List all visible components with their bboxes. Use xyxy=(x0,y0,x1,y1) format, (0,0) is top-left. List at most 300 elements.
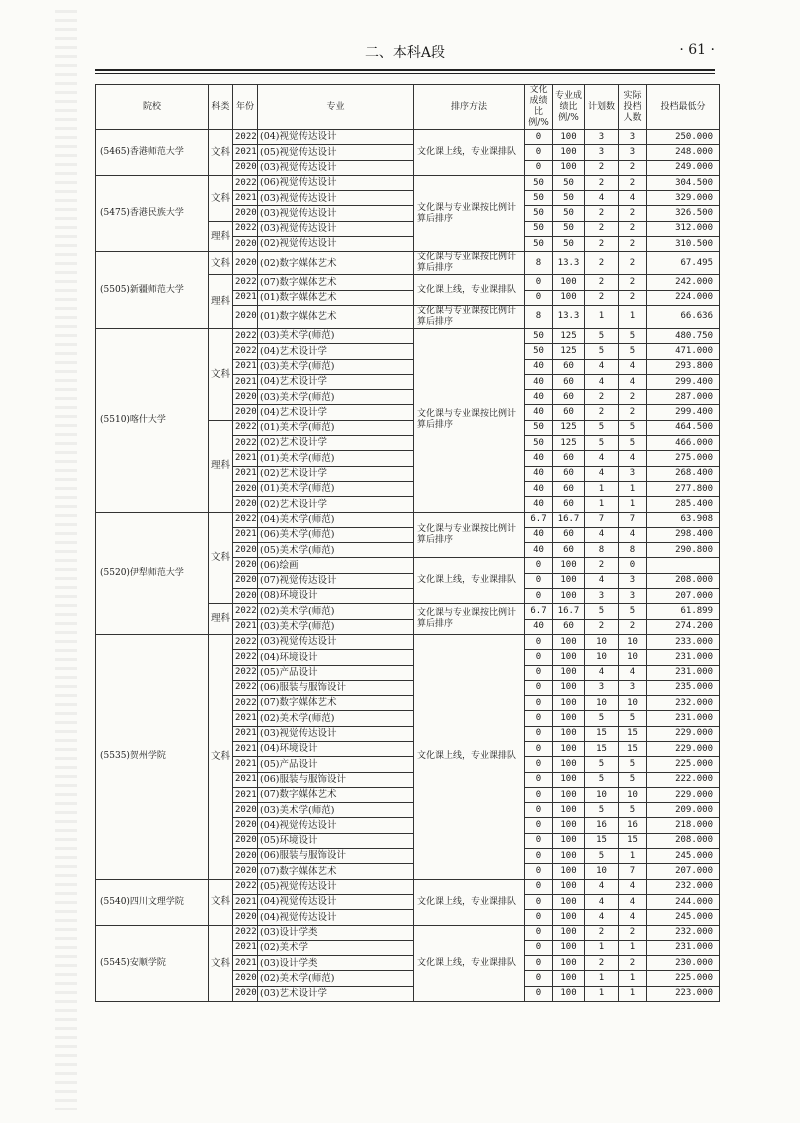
culture-ratio-cell: 0 xyxy=(525,940,553,955)
plan-count-cell: 5 xyxy=(585,344,619,359)
admitted-count-cell: 8 xyxy=(619,543,647,558)
major-cell: (04)环境设计 xyxy=(258,650,414,665)
plan-count-cell: 1 xyxy=(585,940,619,955)
min-score-cell: 218.000 xyxy=(647,818,720,833)
major-ratio-cell: 50 xyxy=(553,191,585,206)
culture-ratio-cell: 40 xyxy=(525,359,553,374)
admitted-count-cell: 4 xyxy=(619,527,647,542)
plan-count-cell: 5 xyxy=(585,711,619,726)
admitted-count-cell: 1 xyxy=(619,481,647,496)
culture-ratio-cell: 50 xyxy=(525,436,553,451)
min-score-cell: 275.000 xyxy=(647,451,720,466)
culture-ratio-cell: 0 xyxy=(525,680,553,695)
min-score-cell xyxy=(647,558,720,573)
plan-count-cell: 4 xyxy=(585,665,619,680)
sort-method-cell: 文化课上线，专业课排队 xyxy=(414,634,525,879)
year-cell: 2022 xyxy=(233,665,258,680)
major-cell: (02)艺术设计学 xyxy=(258,436,414,451)
min-score-cell: 208.000 xyxy=(647,833,720,848)
major-cell: (02)美术学 xyxy=(258,940,414,955)
major-ratio-cell: 125 xyxy=(553,420,585,435)
major-cell: (01)美术学(师范) xyxy=(258,420,414,435)
category-cell: 理科 xyxy=(209,604,233,635)
major-cell: (08)环境设计 xyxy=(258,589,414,604)
table-row xyxy=(96,925,720,940)
culture-ratio-cell: 8 xyxy=(525,305,553,328)
admitted-count-cell: 2 xyxy=(619,390,647,405)
major-ratio-cell: 100 xyxy=(553,275,585,290)
admitted-count-cell: 4 xyxy=(619,451,647,466)
major-ratio-cell: 100 xyxy=(553,130,585,145)
culture-ratio-cell: 50 xyxy=(525,344,553,359)
major-cell: (06)服装与服饰设计 xyxy=(258,849,414,864)
min-score-cell: 250.000 xyxy=(647,130,720,145)
category-cell: 文科 xyxy=(209,175,233,221)
table-header-row xyxy=(96,85,720,130)
major-ratio-cell: 100 xyxy=(553,650,585,665)
major-ratio-cell: 100 xyxy=(553,665,585,680)
category-cell: 文科 xyxy=(209,925,233,1001)
min-score-cell: 293.800 xyxy=(647,359,720,374)
admitted-count-cell: 4 xyxy=(619,191,647,206)
major-cell: (04)视觉传达设计 xyxy=(258,894,414,909)
culture-ratio-cell: 6.7 xyxy=(525,512,553,527)
culture-ratio-cell: 40 xyxy=(525,374,553,389)
major-ratio-cell: 100 xyxy=(553,290,585,305)
culture-ratio-cell: 0 xyxy=(525,757,553,772)
major-cell: (01)美术学(师范) xyxy=(258,451,414,466)
min-score-cell: 329.000 xyxy=(647,191,720,206)
year-cell: 2022 xyxy=(233,650,258,665)
major-ratio-cell: 60 xyxy=(553,405,585,420)
admitted-count-cell: 16 xyxy=(619,818,647,833)
admitted-count-cell: 2 xyxy=(619,956,647,971)
sort-method-cell: 文化课与专业课按比例计算后排序 xyxy=(414,512,525,558)
admitted-count-cell: 2 xyxy=(619,925,647,940)
culture-ratio-cell: 0 xyxy=(525,634,553,649)
culture-ratio-cell: 0 xyxy=(525,558,553,573)
major-cell: (04)艺术设计学 xyxy=(258,344,414,359)
min-score-cell: 277.800 xyxy=(647,481,720,496)
plan-count-cell: 5 xyxy=(585,420,619,435)
major-cell: (04)艺术设计学 xyxy=(258,405,414,420)
major-cell: (06)服装与服饰设计 xyxy=(258,680,414,695)
table-row xyxy=(96,634,720,649)
admitted-count-cell: 4 xyxy=(619,374,647,389)
year-cell: 2022 xyxy=(233,328,258,343)
school-cell: (5475)香港民族大学 xyxy=(96,175,209,251)
plan-count-cell: 2 xyxy=(585,206,619,221)
major-cell: (02)艺术设计学 xyxy=(258,466,414,481)
major-ratio-cell: 60 xyxy=(553,374,585,389)
min-score-cell: 235.000 xyxy=(647,680,720,695)
year-cell: 2021 xyxy=(233,527,258,542)
plan-count-cell: 4 xyxy=(585,894,619,909)
admitted-count-cell: 3 xyxy=(619,680,647,695)
culture-ratio-cell: 0 xyxy=(525,803,553,818)
major-cell: (03)美术学(师范) xyxy=(258,359,414,374)
col-header: 年份 xyxy=(233,85,258,130)
culture-ratio-cell: 50 xyxy=(525,191,553,206)
year-cell: 2020 xyxy=(233,405,258,420)
admitted-count-cell: 5 xyxy=(619,436,647,451)
page-header xyxy=(95,40,715,62)
admitted-count-cell: 5 xyxy=(619,344,647,359)
major-ratio-cell: 100 xyxy=(553,680,585,695)
min-score-cell: 232.000 xyxy=(647,925,720,940)
min-score-cell: 61.899 xyxy=(647,604,720,619)
col-header: 计划数 xyxy=(585,85,619,130)
major-ratio-cell: 60 xyxy=(553,619,585,634)
culture-ratio-cell: 40 xyxy=(525,451,553,466)
admitted-count-cell: 0 xyxy=(619,558,647,573)
min-score-cell: 249.000 xyxy=(647,160,720,175)
major-ratio-cell: 100 xyxy=(553,558,585,573)
culture-ratio-cell: 50 xyxy=(525,328,553,343)
school-cell: (5520)伊犁师范大学 xyxy=(96,512,209,634)
plan-count-cell: 2 xyxy=(585,275,619,290)
major-cell: (03)视觉传达设计 xyxy=(258,634,414,649)
year-cell: 2020 xyxy=(233,497,258,512)
plan-count-cell: 4 xyxy=(585,910,619,925)
table-row xyxy=(96,175,720,190)
year-cell: 2021 xyxy=(233,359,258,374)
major-ratio-cell: 100 xyxy=(553,741,585,756)
admitted-count-cell: 4 xyxy=(619,894,647,909)
admitted-count-cell: 2 xyxy=(619,221,647,236)
year-cell: 2020 xyxy=(233,971,258,986)
culture-ratio-cell: 8 xyxy=(525,252,553,275)
year-cell: 2022 xyxy=(233,879,258,894)
major-ratio-cell: 60 xyxy=(553,527,585,542)
admitted-count-cell: 2 xyxy=(619,160,647,175)
plan-count-cell: 2 xyxy=(585,290,619,305)
min-score-cell: 229.000 xyxy=(647,787,720,802)
category-cell: 文科 xyxy=(209,879,233,925)
year-cell: 2020 xyxy=(233,481,258,496)
major-ratio-cell: 16.7 xyxy=(553,604,585,619)
major-ratio-cell: 100 xyxy=(553,925,585,940)
admitted-count-cell: 5 xyxy=(619,772,647,787)
culture-ratio-cell: 0 xyxy=(525,589,553,604)
plan-count-cell: 5 xyxy=(585,849,619,864)
major-cell: (07)视觉传达设计 xyxy=(258,573,414,588)
culture-ratio-cell: 0 xyxy=(525,665,553,680)
min-score-cell: 285.400 xyxy=(647,497,720,512)
major-cell: (03)美术学(师范) xyxy=(258,619,414,634)
min-score-cell: 471.000 xyxy=(647,344,720,359)
plan-count-cell: 3 xyxy=(585,680,619,695)
min-score-cell: 312.000 xyxy=(647,221,720,236)
year-cell: 2022 xyxy=(233,696,258,711)
min-score-cell: 231.000 xyxy=(647,940,720,955)
section-title: 二、本科A段 xyxy=(364,45,446,61)
culture-ratio-cell: 0 xyxy=(525,833,553,848)
year-cell: 2021 xyxy=(233,374,258,389)
year-cell: 2020 xyxy=(233,864,258,879)
min-score-cell: 224.000 xyxy=(647,290,720,305)
category-cell: 文科 xyxy=(209,512,233,604)
min-score-cell: 245.000 xyxy=(647,849,720,864)
min-score-cell: 229.000 xyxy=(647,741,720,756)
page-number: · 61 · xyxy=(679,42,715,58)
culture-ratio-cell: 50 xyxy=(525,206,553,221)
plan-count-cell: 10 xyxy=(585,787,619,802)
year-cell: 2020 xyxy=(233,252,258,275)
major-cell: (03)视觉传达设计 xyxy=(258,221,414,236)
min-score-cell: 248.000 xyxy=(647,145,720,160)
admitted-count-cell: 4 xyxy=(619,910,647,925)
major-ratio-cell: 100 xyxy=(553,940,585,955)
table-row xyxy=(96,252,720,275)
admitted-count-cell: 5 xyxy=(619,604,647,619)
col-header: 投档最低分 xyxy=(647,85,720,130)
min-score-cell: 207.000 xyxy=(647,589,720,604)
major-ratio-cell: 100 xyxy=(553,589,585,604)
admitted-count-cell: 4 xyxy=(619,359,647,374)
min-score-cell: 208.000 xyxy=(647,573,720,588)
min-score-cell: 464.500 xyxy=(647,420,720,435)
admitted-count-cell: 2 xyxy=(619,175,647,190)
admitted-count-cell: 3 xyxy=(619,130,647,145)
admitted-count-cell: 3 xyxy=(619,145,647,160)
culture-ratio-cell: 50 xyxy=(525,221,553,236)
year-cell: 2022 xyxy=(233,925,258,940)
year-cell: 2020 xyxy=(233,833,258,848)
major-cell: (03)美术学(师范) xyxy=(258,328,414,343)
major-ratio-cell: 100 xyxy=(553,160,585,175)
admitted-count-cell: 1 xyxy=(619,971,647,986)
admitted-count-cell: 3 xyxy=(619,466,647,481)
major-cell: (06)服装与服饰设计 xyxy=(258,772,414,787)
culture-ratio-cell: 0 xyxy=(525,741,553,756)
min-score-cell: 231.000 xyxy=(647,665,720,680)
min-score-cell: 67.495 xyxy=(647,252,720,275)
plan-count-cell: 1 xyxy=(585,305,619,328)
major-cell: (01)数字媒体艺术 xyxy=(258,290,414,305)
year-cell: 2021 xyxy=(233,726,258,741)
year-cell: 2020 xyxy=(233,849,258,864)
year-cell: 2020 xyxy=(233,558,258,573)
culture-ratio-cell: 0 xyxy=(525,925,553,940)
year-cell: 2022 xyxy=(233,512,258,527)
major-ratio-cell: 13.3 xyxy=(553,252,585,275)
col-header: 实际投档人数 xyxy=(619,85,647,130)
admitted-count-cell: 5 xyxy=(619,420,647,435)
major-ratio-cell: 100 xyxy=(553,818,585,833)
major-ratio-cell: 100 xyxy=(553,726,585,741)
admitted-count-cell: 7 xyxy=(619,864,647,879)
major-ratio-cell: 50 xyxy=(553,237,585,252)
plan-count-cell: 2 xyxy=(585,390,619,405)
year-cell: 2021 xyxy=(233,451,258,466)
plan-count-cell: 5 xyxy=(585,772,619,787)
admitted-count-cell: 2 xyxy=(619,619,647,634)
major-ratio-cell: 125 xyxy=(553,344,585,359)
school-cell: (5545)安顺学院 xyxy=(96,925,209,1001)
plan-count-cell: 4 xyxy=(585,191,619,206)
culture-ratio-cell: 0 xyxy=(525,290,553,305)
admitted-count-cell: 1 xyxy=(619,497,647,512)
admitted-count-cell: 2 xyxy=(619,237,647,252)
year-cell: 2020 xyxy=(233,160,258,175)
major-cell: (07)数字媒体艺术 xyxy=(258,275,414,290)
major-ratio-cell: 100 xyxy=(553,956,585,971)
major-ratio-cell: 100 xyxy=(553,145,585,160)
min-score-cell: 63.908 xyxy=(647,512,720,527)
major-cell: (01)数字媒体艺术 xyxy=(258,305,414,328)
table-row xyxy=(96,879,720,894)
culture-ratio-cell: 0 xyxy=(525,650,553,665)
plan-count-cell: 15 xyxy=(585,833,619,848)
culture-ratio-cell: 0 xyxy=(525,772,553,787)
plan-count-cell: 1 xyxy=(585,481,619,496)
plan-count-cell: 3 xyxy=(585,130,619,145)
plan-count-cell: 2 xyxy=(585,237,619,252)
year-cell: 2020 xyxy=(233,589,258,604)
culture-ratio-cell: 40 xyxy=(525,527,553,542)
major-ratio-cell: 100 xyxy=(553,803,585,818)
major-ratio-cell: 60 xyxy=(553,359,585,374)
min-score-cell: 225.000 xyxy=(647,757,720,772)
col-header: 专业 xyxy=(258,85,414,130)
category-cell: 文科 xyxy=(209,130,233,176)
min-score-cell: 287.000 xyxy=(647,390,720,405)
major-cell: (03)视觉传达设计 xyxy=(258,206,414,221)
admitted-count-cell: 4 xyxy=(619,665,647,680)
admitted-count-cell: 15 xyxy=(619,833,647,848)
major-cell: (03)美术学(师范) xyxy=(258,803,414,818)
culture-ratio-cell: 40 xyxy=(525,405,553,420)
major-ratio-cell: 100 xyxy=(553,971,585,986)
major-cell: (07)数字媒体艺术 xyxy=(258,696,414,711)
major-cell: (02)视觉传达设计 xyxy=(258,237,414,252)
culture-ratio-cell: 50 xyxy=(525,420,553,435)
major-cell: (02)数字媒体艺术 xyxy=(258,252,414,275)
year-cell: 2022 xyxy=(233,344,258,359)
major-cell: (03)视觉传达设计 xyxy=(258,191,414,206)
plan-count-cell: 4 xyxy=(585,451,619,466)
year-cell: 2021 xyxy=(233,711,258,726)
plan-count-cell: 5 xyxy=(585,757,619,772)
major-ratio-cell: 100 xyxy=(553,833,585,848)
culture-ratio-cell: 0 xyxy=(525,696,553,711)
major-cell: (03)设计学类 xyxy=(258,956,414,971)
min-score-cell: 268.400 xyxy=(647,466,720,481)
culture-ratio-cell: 0 xyxy=(525,864,553,879)
year-cell: 2021 xyxy=(233,772,258,787)
sort-method-cell: 文化课与专业课按比例计算后排序 xyxy=(414,175,525,251)
culture-ratio-cell: 0 xyxy=(525,986,553,1001)
major-ratio-cell: 100 xyxy=(553,864,585,879)
plan-count-cell: 2 xyxy=(585,956,619,971)
year-cell: 2021 xyxy=(233,787,258,802)
culture-ratio-cell: 40 xyxy=(525,481,553,496)
admitted-count-cell: 3 xyxy=(619,573,647,588)
category-cell: 文科 xyxy=(209,252,233,275)
year-cell: 2022 xyxy=(233,175,258,190)
year-cell: 2021 xyxy=(233,619,258,634)
admitted-count-cell: 2 xyxy=(619,290,647,305)
plan-count-cell: 2 xyxy=(585,405,619,420)
major-cell: (06)美术学(师范) xyxy=(258,527,414,542)
major-cell: (04)美术学(师范) xyxy=(258,512,414,527)
table-body xyxy=(96,130,720,1002)
major-cell: (02)艺术设计学 xyxy=(258,497,414,512)
year-cell: 2020 xyxy=(233,573,258,588)
plan-count-cell: 2 xyxy=(585,619,619,634)
min-score-cell: 232.000 xyxy=(647,696,720,711)
year-cell: 2020 xyxy=(233,818,258,833)
admitted-count-cell: 1 xyxy=(619,940,647,955)
major-cell: (06)视觉传达设计 xyxy=(258,175,414,190)
min-score-cell: 304.500 xyxy=(647,175,720,190)
min-score-cell: 233.000 xyxy=(647,634,720,649)
culture-ratio-cell: 0 xyxy=(525,849,553,864)
major-cell: (04)艺术设计学 xyxy=(258,374,414,389)
year-cell: 2021 xyxy=(233,145,258,160)
major-ratio-cell: 60 xyxy=(553,543,585,558)
year-cell: 2020 xyxy=(233,910,258,925)
school-cell: (5510)喀什大学 xyxy=(96,328,209,512)
min-score-cell: 244.000 xyxy=(647,894,720,909)
year-cell: 2020 xyxy=(233,237,258,252)
major-ratio-cell: 100 xyxy=(553,910,585,925)
major-cell: (05)视觉传达设计 xyxy=(258,879,414,894)
header-rule xyxy=(95,69,715,71)
year-cell: 2020 xyxy=(233,305,258,328)
min-score-cell: 209.000 xyxy=(647,803,720,818)
min-score-cell: 231.000 xyxy=(647,711,720,726)
year-cell: 2021 xyxy=(233,466,258,481)
culture-ratio-cell: 0 xyxy=(525,711,553,726)
plan-count-cell: 10 xyxy=(585,650,619,665)
major-ratio-cell: 100 xyxy=(553,634,585,649)
admitted-count-cell: 1 xyxy=(619,849,647,864)
year-cell: 2021 xyxy=(233,191,258,206)
admitted-count-cell: 5 xyxy=(619,757,647,772)
plan-count-cell: 4 xyxy=(585,359,619,374)
major-ratio-cell: 100 xyxy=(553,894,585,909)
year-cell: 2021 xyxy=(233,741,258,756)
min-score-cell: 229.000 xyxy=(647,726,720,741)
major-cell: (05)视觉传达设计 xyxy=(258,145,414,160)
culture-ratio-cell: 40 xyxy=(525,497,553,512)
plan-count-cell: 4 xyxy=(585,573,619,588)
min-score-cell: 274.200 xyxy=(647,619,720,634)
admitted-count-cell: 10 xyxy=(619,787,647,802)
admitted-count-cell: 2 xyxy=(619,252,647,275)
min-score-cell: 66.636 xyxy=(647,305,720,328)
plan-count-cell: 4 xyxy=(585,879,619,894)
sort-method-cell: 文化课与专业课按比例计算后排序 xyxy=(414,604,525,635)
sort-method-cell: 文化课上线，专业课排队 xyxy=(414,879,525,925)
category-cell: 理科 xyxy=(209,275,233,329)
year-cell: 2022 xyxy=(233,634,258,649)
culture-ratio-cell: 40 xyxy=(525,619,553,634)
admitted-count-cell: 10 xyxy=(619,650,647,665)
year-cell: 2022 xyxy=(233,436,258,451)
major-ratio-cell: 100 xyxy=(553,573,585,588)
plan-count-cell: 4 xyxy=(585,527,619,542)
major-ratio-cell: 100 xyxy=(553,772,585,787)
major-cell: (07)数字媒体艺术 xyxy=(258,864,414,879)
min-score-cell: 299.400 xyxy=(647,405,720,420)
admitted-count-cell: 3 xyxy=(619,589,647,604)
plan-count-cell: 5 xyxy=(585,604,619,619)
min-score-cell: 231.000 xyxy=(647,650,720,665)
min-score-cell: 232.000 xyxy=(647,879,720,894)
